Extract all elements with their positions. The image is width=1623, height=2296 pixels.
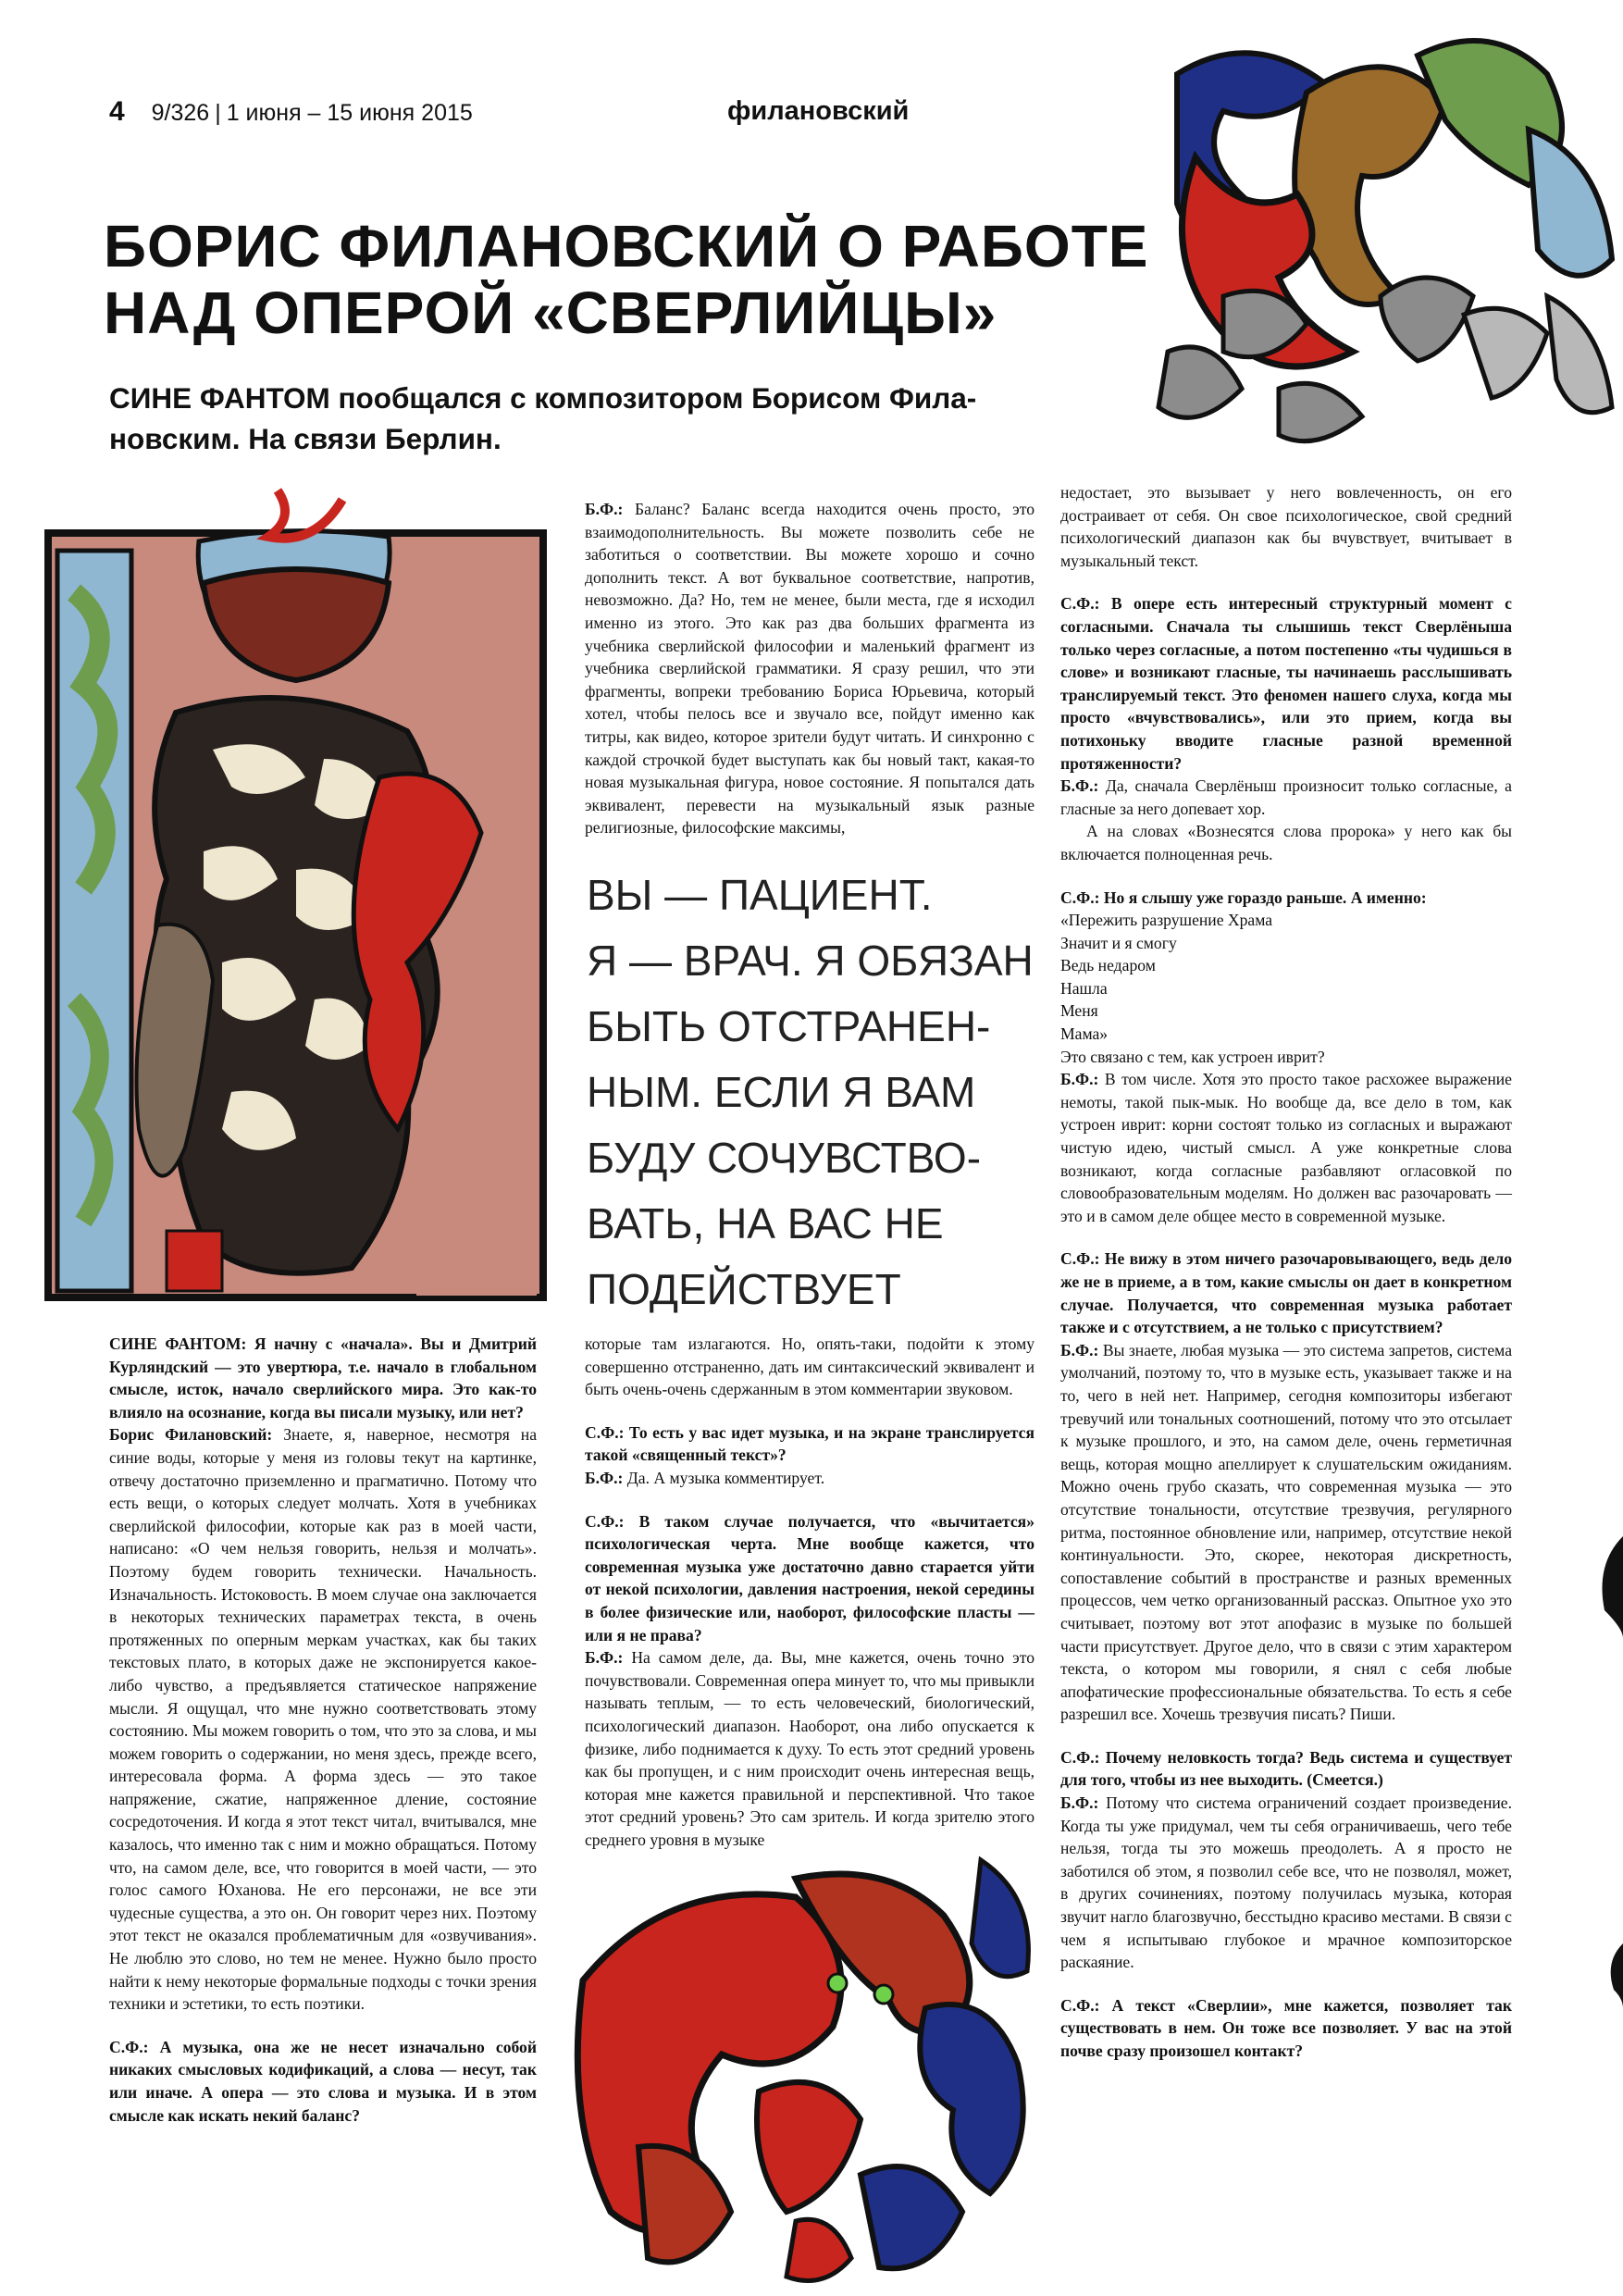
section-title: филановский xyxy=(727,96,910,126)
issue-number: 9/326 xyxy=(151,100,210,126)
artwork-top-right xyxy=(1140,19,1623,453)
column-1: СИНЕ ФАНТОМ: Я начну с «начала». Вы и Дмитрий Курляндский — это увертюра, т.е. начало в глобальном смысле, исток, начало сверлийского мира. Это как-то влияло на осознание, когда вы писали музыку, или нет? Борис Филановский: Знаете, я, наверное, несмотря на синие воды, которые у меня из головы текут на картинке, отвечу достаточно приземленно и прагматично. Потому что есть вещи, о которых следует молчать. Хотя в учебниках сверлийской философии, которые как раз в моей части, написано: «О чем нельзя говорить, нельзя и молчать». Поэтому будем говорить технически. Начальность. Изначальность. Истоковость. В моем случае она заключается в некоторых технических параметрах текста, в очень протяженных по оперным меркам участках, как бы таких текстовых плато, в которых даже не экспонируется какое-либо чувство, а предъявляется статическое напряжение мысли. Я ощущал, что мне нужно соответствовать этому состоянию. Мы можем говорить о том, что это за слова, и мы можем говорить о содержании, но меня здесь, прежде всего, интересовала форма. А форма здесь — это такое напряжение, сжатие, напряженное дление, состояние сосредоточения. И когда я этот текст читал, вчитывался, мне казалось, что именно так с ним и можно обращаться. Потому что, на самом деле, все, что говорится в моей части, — это голос самого Юханова. Не его персонажи, не все эти чудесные существа, а это он. Он говорит через них. Поэтому этот текст не оказался проблематичным для «озвучивания». Не люблю это слово, но тем не менее. Нужно было просто найти к нему некоторые формальные подходы с точки зрения техники и эстетики, то есть поэтики. С.Ф.: А музыка, она же не несет изначально собой никаких смысловых кодификаций, а слова — несут, так или иначе. А опера — это слова и музыка. И в этом смысле как искать некий баланс? xyxy=(109,1334,537,2125)
article-lead: СИНЕ ФАНТОМ пообщался с композитором Борисом Фила- новским. На связи Берлин. xyxy=(109,381,977,455)
column-2-top: Б.Ф.: Баланс? Баланс всегда находится очень просто, это взаимодополнительность. Вы можете позволить себе не заботиться о соответствии. Вы можете хорошо и сочно дополнить текст. А вот буквальное соответствие, напротив, невозможно. Да? Но, тем не менее, были места, где я исходил именно из этого. Это как раз два больших фрагмента из учебника сверлийской философии и маленький фрагмент из учебника сверлийской грамматики. Я сразу решил, что эти фрагменты, вопреки требованию Бориса Юрьевича, который хотел, чтобы пелось все и звучало все, пойдут именно как титры, как видео, которое зрители будут читать. И синхронно с каждой строчкой будет выступать как бы новый такт, какая-то новая музыкальная фигура, новое состояние. Я попытался дать эквивалент, перевести на музыкальный язык разные религиозные, философские максимы, xyxy=(585,500,1035,838)
page-header: 4 9/326 | 1 июня – 15 июня 2015 xyxy=(109,96,473,127)
issue-date: 1 июня – 15 июня 2015 xyxy=(226,100,473,126)
artwork-bottom xyxy=(555,1842,1110,2295)
artwork-left xyxy=(19,481,564,1309)
page-number: 4 xyxy=(109,96,125,127)
article-headline: БОРИС ФИЛАНОВСКИЙ О РАБОТЕ НАД ОПЕРОЙ «СВЕРЛИЙЦЫ» xyxy=(104,213,1149,346)
artwork-edge-fragment xyxy=(1595,1527,1623,2008)
column-3: недостает, это вызывает у него вовлеченность, он его достраивает от себя. Он свое психологическое, свой средний психологический диапазон как бы вчувствует, вчитывает в музыкальный текст. С.Ф.: В опере есть интересный структурный момент с согласными. Сначала ты слышишь текст Сверлёныша только через согласные, а потом постепенно «ты чудишься в слове» и возникают гласные, ты начинаешь расслышивать транслируемый текст. Это феномен нашего слуха, когда мы просто «вчувствовались», или это прием, когда вы потихоньку вводите гласные разной временной протяженности? Б.Ф.: Да, сначала Сверлёныш произносит только согласные, а гласные за него допевает хор. А на словах «Вознесятся слова пророка» у него как бы включается полноценная речь. С.Ф.: Но я слышу уже гораздо раньше. А именно: «Пережить разрушение Храма Значит и я смогу Ведь недаром Нашла Меня Мама» Это связано с тем, как устроен иврит? Б.Ф.: В том числе. Хотя это просто такое расхожее выражение немоты, такой пык-мык. Но вообще да, все дело в том, как устроен иврит: корни состоят только из согласных и выражают чистую идею, чистый смысл. А уже конкретные слова возникают, когда согласные разбавляют огласовкой по словообразовательным моделям. Но должен вас разочаровать — это и в самом деле общее место в современной музыке. С.Ф.: Не вижу в этом ничего разочаровывающего, ведь дело же не в приеме, а в том, какие смыслы он дает в конкретном случае. Получается, что современная музыка работает также и с отсутствием, а не только с присутствием? Б.Ф.: Вы знаете, любая музыка — это система запретов, система умолчаний, поэтому то, что в музыке есть, указывает также и на то, чего в ней нет. Например, сегодня композиторы избегают тревучий или тональных соотношений, потому что это отсылает к музыке прошлого, и это, на самом деле, очень герметичная вещь, которая мощно апеллирует к слушательским ожиданиям. Можно очень грубо сказать, что современная музыка — это отсутствие тональности, отсутствие трезвучия, регулярного ритма, постоянное обновление или, например, отсутствие некой континуальности. Это, скорее, некоторая дискретность, сопоставление событий в пространстве и разных временных процессов, чем четко организованный рассказ. Опытное ухо это считывает, поэтому вот этот апофазис в музыке по большей части присутствует. Другое дело, что в связи с этим характером текста, о котором мы говорили, я снял с себя любые апофатические профессиональные обязательства. То есть я себе разрешил все. Хочешь трезвучия писать? Пиши. С.Ф.: Почему неловкость тогда? Ведь система и существует для того, чтобы из нее выходить. (Смеется.) Б.Ф.: Потому что система ограничений создает произведение. Когда ты уже придумал, чем ты себя ограничиваешь, чего тебе нельзя, тогда ты это можешь преодолеть. А я просто не заботился об этом, я позволил себе все, что не позволял, может, в других сочинениях, поэтому получилась музыка, которая звучит нагло благозвучно, бесстыдно красиво местами. В связи с чем я испытываю глубокое и мрачное композиторское раскаяние. С.Ф.: А текст «Сверлии», мне кажется, позволяет так существовать в нем. Он тоже все позволяет. У вас на этой почве сразу произошел контакт? xyxy=(1060,483,1512,2060)
column-2-bottom: которые там излагаются. Но, опять-таки, подойти к этому совершенно отстраненно, дать им синтаксический эквивалент и быть очень-очень сдержанным в этом комментарии звуковом. С.Ф.: То есть у вас идет музыка, и на экране транслируется такой «священный текст»? Б.Ф.: Да. А музыка комментирует. С.Ф.: В таком случае получается, что «вычитается» психологическая черта. Мне вообще кажется, что современная музыка уже достаточно давно старается уйти от некой психологии, давления настроения, некой середины в более физические или, наоборот, философские пласты — или я не права? Б.Ф.: На самом деле, да. Вы, мне кажется, очень точно это почувствовали. Современная опера минует то, что мы привыкли называть теплым, — то есть человеческий, биологический, психологический диапазон. Наоборот, она либо опускается к физике, либо поднимается к духу. То есть этот средний уровень как бы пропущен, и с ним происходит очень интересная вещь, которая мне кажется правильной и перспективной. Что такое этот средний уровень? Это сам зритель. И когда зрителю этого среднего уровня в музыке xyxy=(585,1334,1035,1849)
pull-quote: ВЫ — ПАЦИЕНТ. Я — ВРАЧ. Я ОБЯЗАН БЫТЬ ОТСТРАНЕН- НЫМ. ЕСЛИ Я ВАМ БУДУ СОЧУВСТВО- ВАТЬ, НА ВАС НЕ ПОДЕЙСТВУЕТ xyxy=(587,871,1034,1313)
